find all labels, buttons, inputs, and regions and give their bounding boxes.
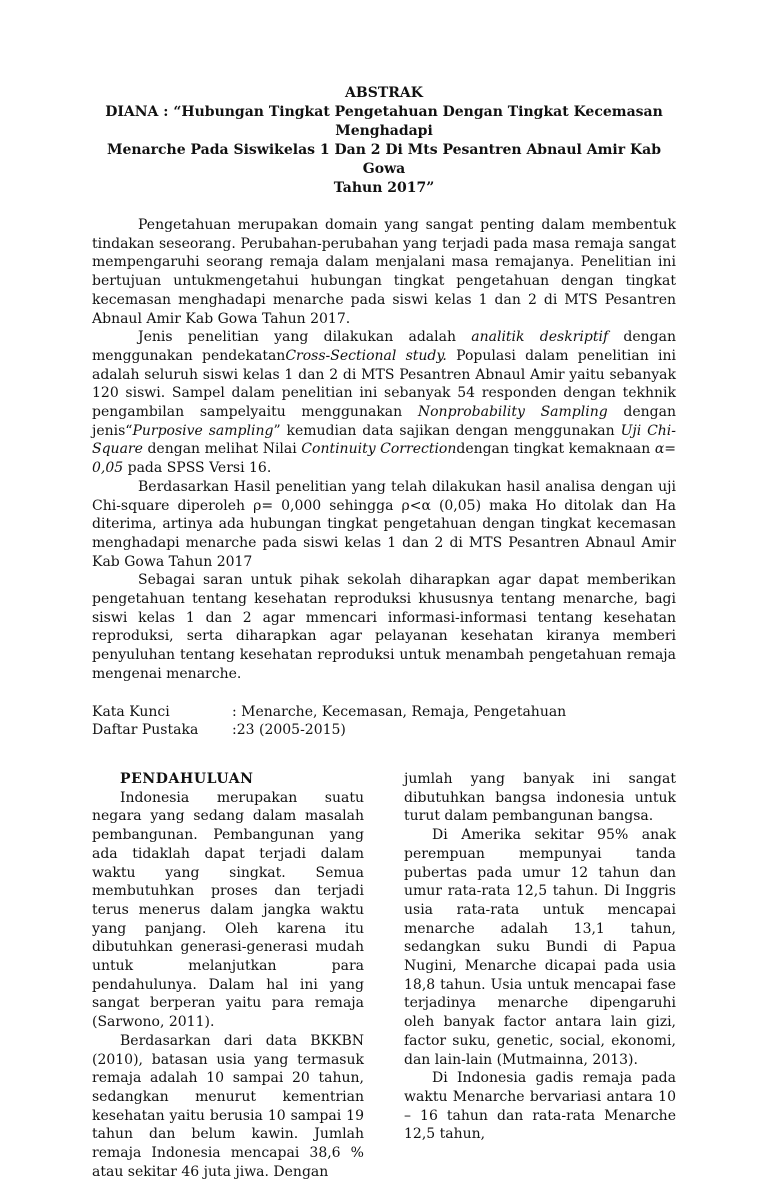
intro-paragraph-4: Di Indonesia gadis remaja pada waktu Menarche bervariasi antara 10 – 16 tahun dan rata-rata Menarche 12,5 tahun, <box>404 1070 676 1143</box>
abstract-paragraph-4: Sebagai saran untuk pihak sekolah diharapkan agar dapat memberikan pengetahuan tentang kesehatan reproduksi khususnya tentang menarche, bagi siswi kelas 1 dan 2 agar mmencari informasi-informasi tentang kesehatan reproduksi, serta diharapkan agar pelayanan kesehatan kiranya memberi penyuluhan tentang kesehatan reproduksi untuk menambah pengetahuan remaja mengenai menarche. <box>92 572 676 682</box>
text-run: pada SPSS Versi 16. <box>123 460 272 477</box>
references-row <box>92 721 676 740</box>
section-heading: PENDAHULUAN <box>120 770 254 787</box>
keywords-label: Kata Kunci <box>92 703 170 720</box>
title-line-2: Menarche Pada Siswikelas 1 Dan 2 Di Mts Pesantren Abnaul Amir Kab Gowa <box>107 142 661 177</box>
text-run: dengan melihat Nilai <box>142 441 302 458</box>
keywords-row <box>92 703 676 722</box>
abstract-paragraph-1: Pengetahuan merupakan domain yang sangat penting dalam membentuk tindakan seseorang. Perubahan-perubahan yang terjadi pada masa remaja sangat mempengaruhi seorang remaja dalam menjalani masa remajanya. Penelitian ini bertujuan untukmengetahui hubungan tingkat pengetahuan dengan tingkat kecemasan menghadapi menarche pada siswi kelas 1 dan 2 di MTS Pesantren Abnaul Amir Kab Gowa Tahun 2017. <box>92 217 676 327</box>
text-run: Jenis penelitian yang dilakukan adalah <box>138 329 472 346</box>
references-value: :23 (2005-2015) <box>232 722 346 739</box>
abstract-paragraph-2 <box>92 328 676 478</box>
intro-paragraph-continued: jumlah yang banyak ini sangat dibutuhkan bangsa indonesia untuk turut dalam pembangunan bangsa. <box>404 770 676 825</box>
title-line-3: Tahun 2017” <box>333 180 435 196</box>
introduction-columns <box>92 770 676 1181</box>
intro-paragraph-2: Berdasarkan dari data BKKBN (2010), batasan usia yang termasuk remaja adalah 10 sampai 20 tahun, sedangkan menurut kementrian kesehatan yaitu berusia 10 sampai 19 tahun dan belum kawin. Jumlah remaja Indonesia mencapai 38,6 % atau sekitar 46 juta jiwa. Dengan <box>92 1032 364 1180</box>
italic-term: analitik deskriptif <box>471 329 609 346</box>
text-run: dengan menggunakan pendekatan <box>92 329 676 364</box>
text-run: dengan jenis“ <box>92 404 676 439</box>
text-run: ” kemudian data sajikan dengan menggunakan <box>273 422 621 439</box>
abstract-body <box>92 216 676 684</box>
italic-term: α= 0,05 <box>92 441 676 477</box>
italic-term: Nonprobability Sampling <box>417 404 608 421</box>
italic-term: Cross-Sectional study. <box>285 347 447 364</box>
abstract-paragraph-3: Berdasarkan Hasil penelitian yang telah dilakukan hasil analisa dengan uji Chi-square diperoleh ρ= 0,000 sehingga ρ<α (0,05) maka Ho ditolak dan Ha diterima, artinya ada hubungan tingkat pengetahuan dengan tingkat kecemasan menghadapi menarche pada siswi kelas 1 dan 2 di MTS Pesantren Abnaul Amir Kab Gowa Tahun 2017 <box>92 478 676 570</box>
title-line-1: DIANA : “Hubungan Tingkat Pengetahuan Dengan Tingkat Kecemasan Menghadapi <box>105 104 663 139</box>
keywords-value: : Menarche, Kecemasan, Remaja, Pengetahuan <box>232 703 567 720</box>
right-column <box>404 770 676 1181</box>
keywords-block <box>92 703 676 740</box>
intro-paragraph-1: Indonesia merupakan suatu negara yang sedang dalam masalah pembangunan. Pembangunan yang ada tidaklah dapat terjadi dalam waktu yang singkat. Semua membutuhkan proses dan terjadi terus menerus dalam jangka waktu yang panjang. Oleh karena itu dibutuhkan generasi-generasi mudah untuk melanjutkan para pendahulunya. Dalam hal ini yang sangat berperan yaitu para remaja (Sarwono, 2011). <box>92 789 364 1031</box>
references-label: Daftar Pustaka <box>92 722 199 739</box>
italic-term: Uji Chi-Square <box>92 422 676 458</box>
abstract-heading: ABSTRAK <box>345 85 423 101</box>
left-column <box>92 770 364 1181</box>
italic-term: Continuity Correction <box>301 441 457 458</box>
italic-term: Purposive sampling <box>132 422 274 439</box>
intro-paragraph-3: Di Amerika sekitar 95% anak perempuan mempunyai tanda pubertas pada umur 12 tahun dan umur rata-rata 12,5 tahun. Di Inggris usia rata-rata untuk mencapai menarche adalah 13,1 tahun, sedangkan suku Bundi di Papua Nugini, Menarche dicapai pada usia 18,8 tahun. Usia untuk mencapai fase terjadinya menarche dipengaruhi oleh banyak factor antara lain gizi, factor suku, genetic, social, ekonomi, dan lain-lain (Mutmainna, 2013). <box>404 827 676 1068</box>
text-run: Populasi dalam penelitian ini adalah seluruh siswi kelas 1 dan 2 di MTS Pesantren Abnaul Amir yaitu sebanyak 120 siswi. Sampel dalam penelitian ini sebanyak 54 responden dengan tekhnik pengambilan sampelyaitu menggunakan <box>92 347 676 421</box>
text-run: dengan tingkat kemaknaan <box>456 441 655 458</box>
